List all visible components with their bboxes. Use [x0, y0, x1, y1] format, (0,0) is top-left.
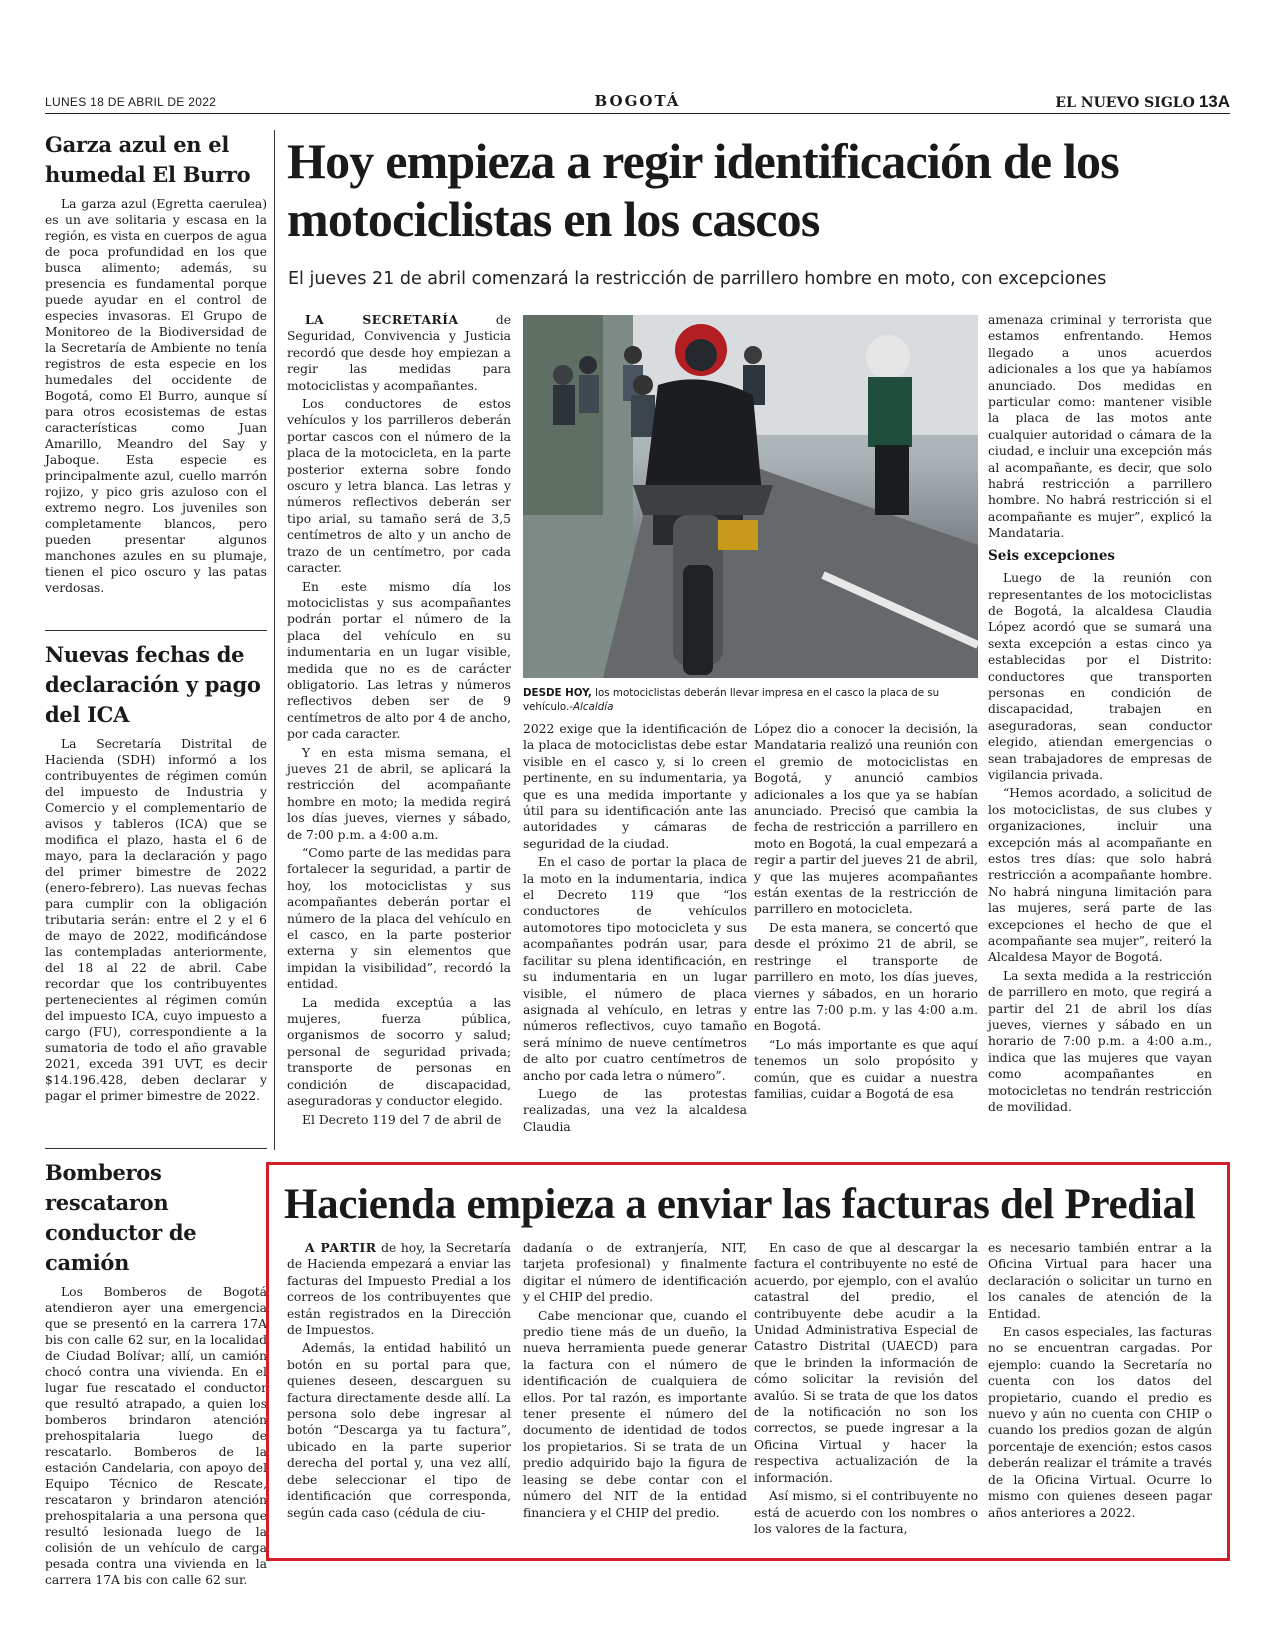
paragraph: “Como parte de las medidas para fortalecer la seguridad, a partir de hoy, los motociclistas y sus acompañantes deberán portar el número de la placa del vehículo en el casco, en la parte posterior externa y sin elementos que impidan la visibilidad”, recordó la entidad. — [287, 846, 511, 992]
paragraph: Los conductores de estos vehículos y los parrilleros deberán portar cascos con el número de la placa de la motocicleta, en la parte posterior externa sobre fondo oscuro y letra blanca. Las letras y números reflectivos deberán ser tipo arial, su tamaño será de 3,5 centímetros de alto y un ancho de trazo de un centímetro, por cada caracter. — [287, 397, 511, 576]
main-subhead: El jueves 21 de abril comenzará la restricción de parrillero hombre en moto, con excepciones — [288, 269, 1107, 289]
paragraph: Luego de las protestas realizadas, una vez la alcaldesa Claudia — [523, 1086, 747, 1134]
paragraph: es necesario también entrar a la Oficina Virtual para hacer una declaración o solicitar un turno en los canales de atención de la Entidad. — [988, 1241, 1212, 1321]
predial-column-1 — [287, 1240, 511, 1523]
paragraph: En este mismo día los motociclistas y sus acompañantes podrán portar el número de la placa del vehículo en su indumentaria en un lugar visible, medida que no es de carácter obligatorio. Las letras y números reflectivos deben ser de 9 centímetros de alto por 4 de ancho, por cada caracter. — [287, 579, 511, 742]
paragraph: En casos especiales, las facturas no se encuentran cargadas. Por ejemplo: cuando la Secretaría no cuenta con los datos del propietario, cuando el predio es nuevo y aún no cuenta con CHIP o cuando los predios gozan de algún porcentaje de exención; estos casos deberán realizar el trámite a través de la Oficina Virtual. Ocurre lo mismo con quienes deseen pagar años anteriores a 2022. — [988, 1325, 1212, 1520]
brief-body: La garza azul (Egretta caerulea) es un ave solitaria y escasa en la región, es vista en cuerpos de agua de poca profundidad en los que busca alimento; además, su presencia es fundamental porque puede ayudar en el control de especies invasoras. El Grupo de Monitoreo de la Biodiversidad de la Secretaría de Ambiente no tenía registros de esta especie en los humedales del occidente de Bogotá, como El Burro, aunque sí para otros ecosistemas de estas características como Juan Amarillo, Meandro del Say y Jaboque. Esta especie es principalmente azul, cuello marrón rojizo, y pico gris azuloso con el extremo negro. Los juveniles son completamente blancos, pero pueden presentar algunos manchones azules en su plumaje, tienen el pico oscuro y las patas verdosas. — [45, 197, 267, 595]
paragraph — [287, 1240, 511, 1338]
paragraph: Además, la entidad habilitó un botón en su portal para que, quienes deseen, descarguen su factura directamente desde allí. La persona solo debe ingresar al botón “Descarga ya tu factura”, ubicado en la parte superior derecha del portal y, una vez allí, debe seleccionar el tipo de identificación que corresponda, según cada caso (cédula de ciu- — [287, 1341, 511, 1520]
column-divider — [274, 130, 275, 1150]
brief-ica — [45, 640, 267, 1110]
article-column-4 — [988, 312, 1212, 1118]
paragraph: “Hemos acordado, a solicitud de los motociclistas, de sus clubes y organizaciones, incluir una excepción más al acompañante en estos tres días: que solo habrá restricción a acompañante hombre. No habrá ninguna limitación para las mujeres, será parte de las excepciones el hecho de que el acompañante sea mujer”, reiteró la Alcaldesa Mayor de Bogotá. — [988, 786, 1212, 965]
paragraph: López dio a conocer la decisión, la Mandataria realizó una reunión con el gremio de motociclistas en Bogotá, y anunció cambios adicionales a los que ya se habían anunciado. Precisó que cambia la fecha de restricción a parrillero en moto en Bogotá, la cual empezará a regir a partir del jueves 21 de abril, y que las mujeres acompañantes están exentas de la restricción de parrillero en motocicleta. — [754, 722, 978, 917]
lead-text: de hoy, la Secretaría de Hacienda empezará a enviar las facturas del Impuesto Predial a los correos de los contribuyentes que están registrados en la Dirección de Impuestos. — [287, 1241, 511, 1338]
paragraph: Así mismo, si el contribuyente no está de acuerdo con los nombres o los valores de la factura, — [754, 1489, 978, 1536]
section-subtitle: Seis excepciones — [988, 547, 1116, 564]
motorcyclists-photo — [523, 315, 978, 678]
paragraph: En el caso de portar la placa de la moto en la indumentaria, indica el Decreto 119 que “los conductores de vehículos automotores tipo motocicleta y sus acompañantes podrán usar, para facilitar su plena identificación, en su indumentaria en un lugar visible, el número de placa asignada al vehículo, en letras y números reflectivos, cuyo tamaño será mínimo de nueve centímetros de alto por cuatro centímetros de ancho por cada letra o número”. — [523, 855, 747, 1083]
paragraph: La medida exceptúa a las mujeres, fuerza pública, organismos de socorro y salud; personal de seguridad privada; transporte de personas en condición de discapacidad, aseguradoras y conductor elegido. — [287, 995, 511, 1109]
predial-headline: Hacienda empieza a enviar las facturas del Predial — [284, 1181, 1196, 1228]
photo-illustration — [523, 315, 978, 678]
brief-title: Garza azul en el humedal El Burro — [45, 132, 251, 187]
paragraph: amenaza criminal y terrorista que estamos enfrentando. Hemos llegado a unos acuerdos adicionales a los que ya habíamos anunciado. Dos medidas en particular como: mantener visible la placa de las motos ante cualquier autoridad o cámara de la ciudad, e incluir una excepción más al acompañante, es decir, que solo habrá restricción a parrillero hombre. No habrá restricción si el acompañante es mujer”, explicó la Mandataria. — [988, 313, 1212, 541]
lead-kicker: LA SECRETARÍA — [305, 312, 459, 327]
page-header — [45, 92, 1230, 114]
paragraph: dadanía o de extranjería, NIT, tarjeta profesional) y finalmente digitar el número de identificación y el CHIP del predio. — [523, 1241, 747, 1305]
paragraph: La sexta medida a la restricción de parrillero en moto, que regirá a partir del 21 de abril los días jueves, viernes y sábado en un horario de 7:00 p.m. a 4:00 a.m., indica que las mujeres que vayan como acompañantes en motocicletas no tendrán restricción de movilidad. — [988, 968, 1212, 1115]
main-headline: Hoy empieza a regir identificación de los motociclistas en los cascos — [287, 133, 1119, 247]
predial-column-4 — [988, 1240, 1212, 1523]
paragraph: Cabe mencionar que, cuando el predio tiene más de un dueño, la nueva herramienta puede generar la factura con el número de identificación de cualquiera de ellos. Por tal razón, es importante tener presente el número del documento de identidad de todos los propietarios. Si se trata de un predio adquirido bajo la figura de leasing se debe contar con el número del NIT de la entidad financiera y el CHIP del predio. — [523, 1308, 747, 1520]
photo-caption — [523, 686, 978, 714]
brief-garza — [45, 130, 267, 602]
article-column-1 — [287, 312, 511, 1130]
paragraph — [287, 312, 511, 394]
paragraph: Y en esta misma semana, el jueves 21 de abril, se aplicará la restricción del acompañante hombre en moto; la medida regirá los días jueves, viernes y sábado, de 7:00 p.m. a 4:00 a.m. — [287, 745, 511, 842]
paper-name: EL NUEVO SIGLO — [1055, 95, 1195, 111]
issue-date: LUNES 18 DE ABRIL DE 2022 — [45, 95, 217, 109]
brief-body: Los Bomberos de Bogotá atendieron ayer una emergencia que se presentó en la carrera 17A bis con calle 62 sur, en la localidad de Ciudad Bolívar; allí, un camión chocó contra una vivienda. En el lugar fue rescatado el conductor que resultó atrapado, a quien los bomberos brindaron atención prehospitalaria luego de rescatarlo. Bomberos de la estación Candelaria, con apoyo del Equipo Técnico de Rescate, rescataron y brindaron atención prehospitalaria a una persona que resultó lesionada luego de la colisión de un vehículo de carga pesada contra una vivienda en la carrera 17A bis con calle 62 sur. — [45, 1285, 267, 1587]
paper-masthead — [1055, 92, 1230, 112]
brief-title: Bomberos rescataron conductor de camión — [45, 1160, 197, 1275]
page-number: 13A — [1198, 92, 1230, 111]
predial-column-2 — [523, 1240, 747, 1523]
divider — [45, 1148, 267, 1149]
predial-column-3 — [754, 1240, 978, 1539]
brief-body: La Secretaría Distrital de Hacienda (SDH) informó a los contribuyentes de régimen común del impuesto de Industria y Comercio y el complementario de avisos y tableros (ICA) que se modifica el plazo, hasta el 6 de mayo, para la declaración y pago del primer bimestre de 2022 (enero-febrero). Las nuevas fechas para cumplir con la obligación tributaria serán: entre el 2 y el 6 de mayo de 2022, modificándose las contempladas anteriormente, del 18 al 22 de abril. Cabe recordar que los contribuyentes pertenecientes al régimen común del impuesto ICA, cuyo impuesto a cargo (FU), correspondiente a la sumatoria de todo el año gravable 2021, exceda 391 UVT, es decir $14.196.428, deben declarar y pagar el primer bimestre de 2022. — [45, 737, 267, 1103]
paragraph: De esta manera, se concertó que desde el próximo 21 de abril, se restringe el transporte de parrillero en moto, los días jueves, viernes y sábados, en un horario entre las 7:00 p.m. y las 4:00 a.m. en Bogotá. — [754, 920, 978, 1034]
paragraph: El Decreto 119 del 7 de abril de — [302, 1112, 502, 1127]
caption-kicker: DESDE HOY, — [523, 687, 592, 699]
caption-text: los motociclistas deberán llevar impresa en el casco la placa de su vehículo.- — [523, 687, 940, 713]
brief-bomberos — [45, 1158, 267, 1594]
divider — [45, 630, 267, 631]
brief-title: Nuevas fechas de declaración y pago del ICA — [45, 642, 261, 727]
lead-text: de Seguridad, Convivencia y Justicia recordó que desde hoy empiezan a regir las medidas para motociclistas y acompañantes. — [287, 313, 511, 393]
lead-kicker: A PARTIR — [305, 1240, 377, 1255]
paragraph: En caso de que al descargar la factura el contribuyente no esté de acuerdo, por ejemplo, con el avalúo catastral del predio, el contribuyente debe acudir a la Unidad Administrativa Especial de Catastro Distrital (UAECD) para que le brinden la información de cómo solicitar la revisión del avalúo. Si se trata de que los datos de la notificación no son los correctos, se puede ingresar a la Oficina Virtual y hacer la respectiva actualización de la información. — [754, 1241, 978, 1485]
section-name: BOGOTÁ — [594, 92, 681, 110]
article-column-2 — [523, 721, 747, 1137]
paragraph: 2022 exige que la identificación de la placa de motociclistas debe estar visible en el casco y, si lo creen pertinente, en su indumentaria, ya que es una medida importante y útil para su identificación ante las autoridades y cámaras de seguridad de la ciudad. — [523, 722, 747, 851]
article-column-3 — [754, 721, 978, 1104]
paragraph: “Lo más importante es que aquí tenemos un solo propósito y común, que es cuidar a nuestra familias, cuidar a Bogotá de esa — [754, 1037, 978, 1101]
caption-credit: Alcaldía — [572, 701, 614, 713]
paragraph: Luego de la reunión con representantes de los motociclistas de Bogotá, la alcaldesa Claudia López acordó que se sumará una sexta excepción a estas cinco ya establecidas por el Distrito: conductores que transporten personas en condición de discapacidad, trabajen en aseguradoras, sean conductor elegido, atiendan emergencias o sean trabajadores de empresas de vigilancia privada. — [988, 571, 1212, 782]
